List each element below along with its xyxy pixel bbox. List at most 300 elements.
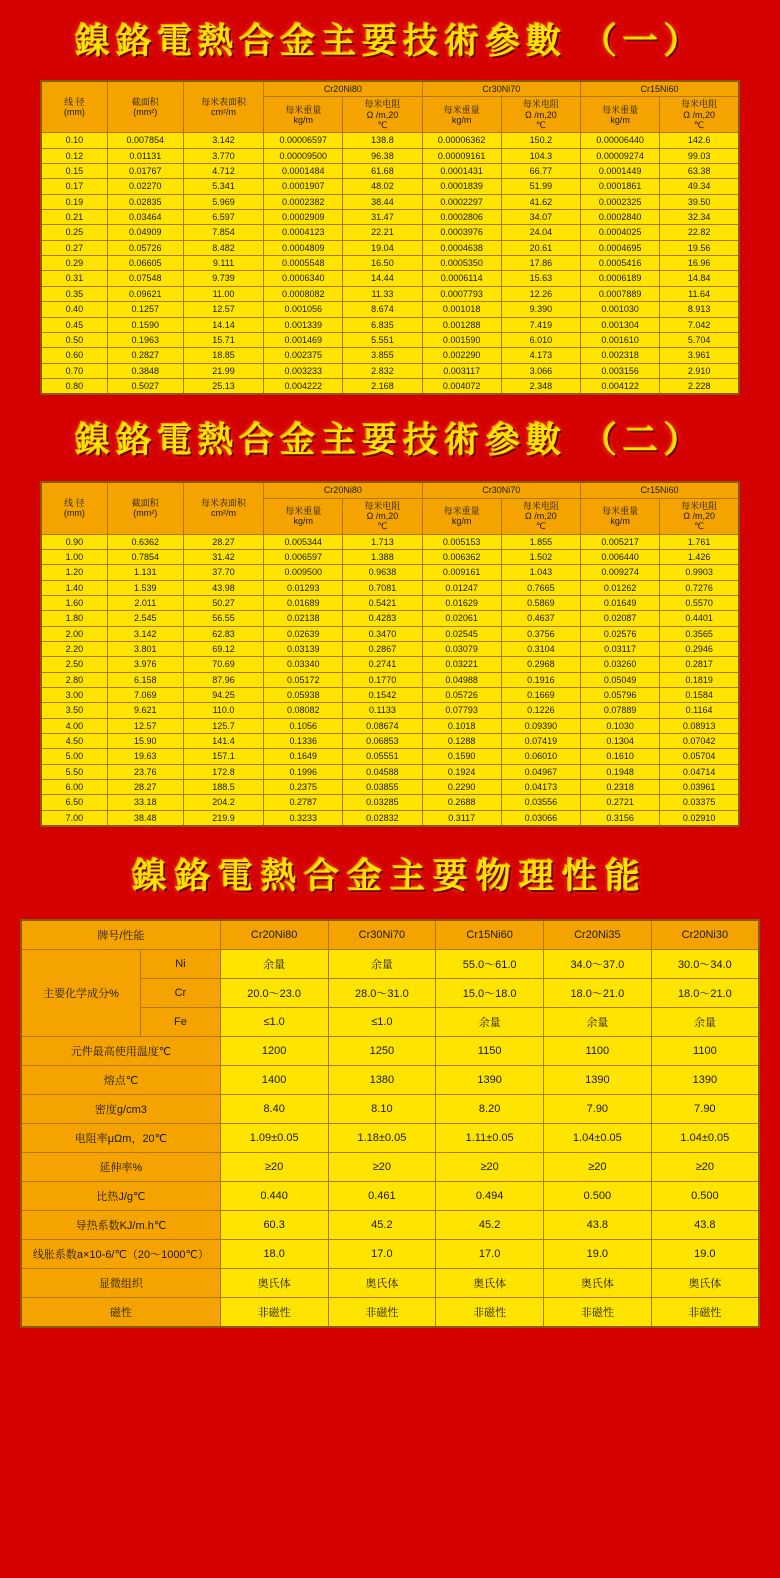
header-group-cr15ni60: Cr15Ni60 [580, 81, 739, 97]
cell-value: 0.6362 [107, 534, 183, 549]
cell-value: 1.426 [660, 549, 739, 564]
cell-diameter: 0.45 [41, 317, 107, 332]
table-row [41, 611, 739, 626]
cell-value: 0.001288 [422, 317, 501, 332]
cell-value: 0.07042 [660, 734, 739, 749]
cell-value: ≥20 [436, 1153, 544, 1182]
cell-value: 0.03340 [264, 657, 343, 672]
subheader-weight-1: 每米重量 kg/m [264, 498, 343, 534]
cell-value: 0.1610 [580, 749, 659, 764]
table-row [21, 1182, 759, 1211]
cell-value: 0.003233 [264, 363, 343, 378]
cell-value: 0.01247 [422, 580, 501, 595]
table-2-header [41, 482, 739, 534]
table-row [41, 179, 739, 194]
cell-value: 1.761 [660, 534, 739, 549]
cell-value: 9.739 [183, 271, 263, 286]
cell-value: 0.001030 [580, 302, 659, 317]
cell-value: 非磁性 [651, 1298, 759, 1328]
cell-value: 14.84 [660, 271, 739, 286]
cell-value: 0.00009161 [422, 148, 501, 163]
cell-value: 32.34 [660, 210, 739, 225]
cell-value: 1250 [328, 1037, 436, 1066]
cell-diameter: 1.20 [41, 565, 107, 580]
header-area: 截面积 (mm²) [107, 81, 183, 133]
cell-value: 余量 [651, 1008, 759, 1037]
cell-value: 0.2721 [580, 795, 659, 810]
cell-value: 0.02910 [660, 810, 739, 826]
cell-value: 43.8 [651, 1211, 759, 1240]
cell-value: 14.44 [343, 271, 422, 286]
cell-diameter: 2.20 [41, 642, 107, 657]
cell-diameter: 0.29 [41, 256, 107, 271]
cell-value: 0.3470 [343, 626, 422, 641]
table-row [41, 688, 739, 703]
cell-value: 余量 [543, 1008, 651, 1037]
cell-value: 0.0004695 [580, 240, 659, 255]
cell-value: 0.0007793 [422, 286, 501, 301]
cell-diameter: 0.19 [41, 194, 107, 209]
cell-value: 12.57 [183, 302, 263, 317]
cell-value: 0.0001484 [264, 164, 343, 179]
cell-value: 0.07793 [422, 703, 501, 718]
cell-value: 142.6 [660, 133, 739, 148]
cell-diameter: 6.00 [41, 780, 107, 795]
cell-value: 70.69 [183, 657, 263, 672]
header-group-cr15ni60: Cr15Ni60 [580, 482, 739, 498]
physical-properties-table [20, 919, 760, 1328]
cell-value: 0.2817 [660, 657, 739, 672]
cell-value: 16.96 [660, 256, 739, 271]
cell-value: 219.9 [183, 810, 263, 826]
cell-value: 0.004222 [264, 378, 343, 394]
cell-value: 0.9638 [343, 565, 422, 580]
cell-value: 0.3756 [501, 626, 580, 641]
cell-value: 1.09±0.05 [220, 1124, 328, 1153]
cell-value: 2.011 [107, 595, 183, 610]
cell-value: 0.5027 [107, 378, 183, 394]
cell-value: 0.01649 [580, 595, 659, 610]
cell-value: 49.34 [660, 179, 739, 194]
row-label-element: Fe [141, 1008, 221, 1037]
cell-value: 0.05796 [580, 688, 659, 703]
cell-value: 0.1916 [501, 672, 580, 687]
cell-value: 34.07 [501, 210, 580, 225]
table-row [41, 348, 739, 363]
cell-value: 20.61 [501, 240, 580, 255]
cell-value: 2.348 [501, 378, 580, 394]
cell-value: 奥氏体 [651, 1269, 759, 1298]
table-row [41, 549, 739, 564]
cell-value: 0.02835 [107, 194, 183, 209]
cell-diameter: 5.50 [41, 764, 107, 779]
cell-diameter: 2.50 [41, 657, 107, 672]
cell-value: 157.1 [183, 749, 263, 764]
cell-value: 非磁性 [220, 1298, 328, 1328]
cell-value: 0.1584 [660, 688, 739, 703]
cell-value: 0.0001907 [264, 179, 343, 194]
cell-value: 0.3117 [422, 810, 501, 826]
cell-value: 0.1288 [422, 734, 501, 749]
cell-diameter: 3.00 [41, 688, 107, 703]
cell-value: 0.001610 [580, 332, 659, 347]
cell-diameter: 0.70 [41, 363, 107, 378]
cell-value: 0.01629 [422, 595, 501, 610]
cell-diameter: 0.25 [41, 225, 107, 240]
cell-value: 21.99 [183, 363, 263, 378]
header-grade-property: 牌号/性能 [21, 920, 220, 950]
cell-value: 1.539 [107, 580, 183, 595]
cell-value: 41.62 [501, 194, 580, 209]
cell-value: 0.1996 [264, 764, 343, 779]
cell-value: 7.042 [660, 317, 739, 332]
table-row [21, 1095, 759, 1124]
cell-value: 3.801 [107, 642, 183, 657]
cell-value: 1400 [220, 1066, 328, 1095]
table-row [41, 378, 739, 394]
cell-value: ≥20 [220, 1153, 328, 1182]
cell-value: 0.2867 [343, 642, 422, 657]
cell-value: 非磁性 [543, 1298, 651, 1328]
cell-value: 3.855 [343, 348, 422, 363]
table-row [41, 565, 739, 580]
row-label-property: 线胀系数a×10-6/℃（20～1000℃） [21, 1240, 220, 1269]
cell-value: 0.03221 [422, 657, 501, 672]
table-row [41, 764, 739, 779]
row-label-property: 电阻率μΩm，20℃ [21, 1124, 220, 1153]
table-row [41, 657, 739, 672]
header-group-cr20ni80: Cr20Ni80 [264, 81, 422, 97]
cell-value: 0.0001861 [580, 179, 659, 194]
cell-value: 0.004122 [580, 378, 659, 394]
table-row [21, 1240, 759, 1269]
cell-value: 6.597 [183, 210, 263, 225]
table-row [21, 950, 759, 979]
cell-value: 0.3233 [264, 810, 343, 826]
cell-value: 1.04±0.05 [651, 1124, 759, 1153]
cell-diameter: 1.80 [41, 611, 107, 626]
cell-value: 1390 [651, 1066, 759, 1095]
cell-value: 0.002375 [264, 348, 343, 363]
table-row [21, 1066, 759, 1095]
subheader-resistance-2: 每米电阻 Ω /m,20 ℃ [501, 97, 580, 133]
cell-value: 0.440 [220, 1182, 328, 1211]
cell-value: 0.04967 [501, 764, 580, 779]
cell-value: 15.90 [107, 734, 183, 749]
table-row [41, 642, 739, 657]
cell-value: 0.0006189 [580, 271, 659, 286]
header-diameter: 线 径 (mm) [41, 482, 107, 534]
table-3-header-row [21, 920, 759, 950]
cell-value: 0.1669 [501, 688, 580, 703]
cell-value: 0.006362 [422, 549, 501, 564]
cell-value: 0.07419 [501, 734, 580, 749]
cell-value: 172.8 [183, 764, 263, 779]
cell-value: 0.1770 [343, 672, 422, 687]
cell-value: 3.961 [660, 348, 739, 363]
cell-value: 0.1030 [580, 718, 659, 733]
cell-value: 31.47 [343, 210, 422, 225]
cell-value: 0.03285 [343, 795, 422, 810]
cell-value: 0.009274 [580, 565, 659, 580]
cell-value: 0.02061 [422, 611, 501, 626]
table-row [41, 734, 739, 749]
cell-value: 0.01262 [580, 580, 659, 595]
subheader-resistance-2: 每米电阻 Ω /m,20 ℃ [501, 498, 580, 534]
cell-value: 96.38 [343, 148, 422, 163]
cell-value: 12.57 [107, 718, 183, 733]
cell-value: 0.04909 [107, 225, 183, 240]
cell-value: 48.02 [343, 179, 422, 194]
cell-value: 150.2 [501, 133, 580, 148]
cell-value: 11.64 [660, 286, 739, 301]
cell-value: 余量 [220, 950, 328, 979]
cell-value: 17.0 [436, 1240, 544, 1269]
cell-value: 1.04±0.05 [543, 1124, 651, 1153]
row-label-property: 显微组织 [21, 1269, 220, 1298]
table-row [41, 626, 739, 641]
cell-value: 0.2375 [264, 780, 343, 795]
cell-value: 0.01131 [107, 148, 183, 163]
cell-value: 43.98 [183, 580, 263, 595]
cell-value: 14.14 [183, 317, 263, 332]
cell-value: 0.002290 [422, 348, 501, 363]
cell-diameter: 0.10 [41, 133, 107, 148]
wire-parameters-table-1 [40, 80, 740, 395]
cell-value: 0.0004809 [264, 240, 343, 255]
cell-value: 0.03375 [660, 795, 739, 810]
cell-value: 55.0～61.0 [436, 950, 544, 979]
cell-value: 19.0 [543, 1240, 651, 1269]
cell-value: 43.8 [543, 1211, 651, 1240]
cell-value: 56.55 [183, 611, 263, 626]
cell-value: 17.0 [328, 1240, 436, 1269]
row-label-property: 磁性 [21, 1298, 220, 1328]
cell-value: 0.0005548 [264, 256, 343, 271]
table-row [41, 672, 739, 687]
table-3-body [21, 950, 759, 1328]
cell-value: 0.0006340 [264, 271, 343, 286]
cell-value: 0.0002382 [264, 194, 343, 209]
cell-value: 0.08082 [264, 703, 343, 718]
table-row [41, 363, 739, 378]
cell-value: 18.85 [183, 348, 263, 363]
cell-value: 0.461 [328, 1182, 436, 1211]
cell-value: ≤1.0 [220, 1008, 328, 1037]
cell-value: 19.63 [107, 749, 183, 764]
subheader-resistance-1: 每米电阻 Ω /m,20 ℃ [343, 97, 422, 133]
header-grade: Cr20Ni80 [220, 920, 328, 950]
table-row [21, 1124, 759, 1153]
row-label-property: 密度g/cm3 [21, 1095, 220, 1124]
cell-value: 38.48 [107, 810, 183, 826]
cell-diameter: 2.80 [41, 672, 107, 687]
cell-diameter: 0.12 [41, 148, 107, 163]
cell-value: 2.168 [343, 378, 422, 394]
cell-value: 34.0～37.0 [543, 950, 651, 979]
cell-value: 0.1590 [107, 317, 183, 332]
cell-value: 0.09621 [107, 286, 183, 301]
table-2-body [41, 534, 739, 826]
cell-value: 0.0008082 [264, 286, 343, 301]
cell-value: 3.142 [107, 626, 183, 641]
table-row [41, 225, 739, 240]
cell-diameter: 1.60 [41, 595, 107, 610]
cell-value: 8.10 [328, 1095, 436, 1124]
cell-value: 188.5 [183, 780, 263, 795]
cell-value: 15.71 [183, 332, 263, 347]
table-row [41, 780, 739, 795]
cell-value: 0.1924 [422, 764, 501, 779]
cell-value: 0.1590 [422, 749, 501, 764]
cell-value: 0.005344 [264, 534, 343, 549]
table-3-header [21, 920, 759, 950]
cell-value: 0.001469 [264, 332, 343, 347]
cell-value: 余量 [436, 1008, 544, 1037]
table-row [41, 795, 739, 810]
cell-value: 0.00009274 [580, 148, 659, 163]
cell-value: 0.2318 [580, 780, 659, 795]
section-1-title: 鎳鉻電熱合金主要技術參數 （一） [75, 22, 705, 61]
cell-value: 7.90 [543, 1095, 651, 1124]
cell-value: 2.545 [107, 611, 183, 626]
cell-diameter: 0.21 [41, 210, 107, 225]
table-row [21, 1211, 759, 1240]
table-row [41, 718, 739, 733]
cell-value: 7.069 [107, 688, 183, 703]
cell-value: 0.00006597 [264, 133, 343, 148]
cell-value: 0.9903 [660, 565, 739, 580]
cell-value: 28.0～31.0 [328, 979, 436, 1008]
cell-value: 33.18 [107, 795, 183, 810]
cell-value: 0.494 [436, 1182, 544, 1211]
cell-value: 1.713 [343, 534, 422, 549]
cell-value: 奥氏体 [543, 1269, 651, 1298]
cell-value: 38.44 [343, 194, 422, 209]
cell-value: 1.855 [501, 534, 580, 549]
cell-value: 6.158 [107, 672, 183, 687]
cell-value: 0.0002325 [580, 194, 659, 209]
header-surface: 每米表面积 cm²/m [183, 81, 263, 133]
cell-value: 19.0 [651, 1240, 759, 1269]
cell-value: 3.142 [183, 133, 263, 148]
cell-value: ≥20 [543, 1153, 651, 1182]
cell-value: 0.3104 [501, 642, 580, 657]
row-label-property: 熔点℃ [21, 1066, 220, 1095]
cell-value: 0.005217 [580, 534, 659, 549]
cell-value: 0.08913 [660, 718, 739, 733]
cell-value: 3.976 [107, 657, 183, 672]
cell-diameter: 1.00 [41, 549, 107, 564]
cell-value: 3.066 [501, 363, 580, 378]
cell-value: 0.0007889 [580, 286, 659, 301]
cell-value: 22.21 [343, 225, 422, 240]
cell-value: 9.621 [107, 703, 183, 718]
cell-value: 4.712 [183, 164, 263, 179]
cell-value: 7.419 [501, 317, 580, 332]
table-row [41, 749, 739, 764]
cell-value: 110.0 [183, 703, 263, 718]
header-grade: Cr30Ni70 [328, 920, 436, 950]
cell-value: 0.1649 [264, 749, 343, 764]
cell-value: 24.04 [501, 225, 580, 240]
cell-value: 0.0002806 [422, 210, 501, 225]
cell-value: 0.1304 [580, 734, 659, 749]
cell-value: 5.551 [343, 332, 422, 347]
table-row [41, 580, 739, 595]
cell-value: 0.03139 [264, 642, 343, 657]
cell-value: 0.05172 [264, 672, 343, 687]
cell-value: 0.1257 [107, 302, 183, 317]
cell-value: 141.4 [183, 734, 263, 749]
cell-value: 1.043 [501, 565, 580, 580]
cell-value: 7.90 [651, 1095, 759, 1124]
cell-value: 2.228 [660, 378, 739, 394]
cell-value: 0.02138 [264, 611, 343, 626]
cell-value: 0.002318 [580, 348, 659, 363]
cell-value: 31.42 [183, 549, 263, 564]
cell-value: 0.05704 [660, 749, 739, 764]
cell-diameter: 0.35 [41, 286, 107, 301]
cell-value: 0.03855 [343, 780, 422, 795]
cell-value: 0.02832 [343, 810, 422, 826]
table-row [41, 271, 739, 286]
cell-value: 0.0002909 [264, 210, 343, 225]
cell-value: 5.341 [183, 179, 263, 194]
cell-value: 0.06605 [107, 256, 183, 271]
cell-value: 0.2787 [264, 795, 343, 810]
cell-value: 0.1948 [580, 764, 659, 779]
row-label-property: 比热J/g℃ [21, 1182, 220, 1211]
cell-value: 6.010 [501, 332, 580, 347]
cell-value: 0.7665 [501, 580, 580, 595]
cell-value: 0.006440 [580, 549, 659, 564]
cell-value: 23.76 [107, 764, 183, 779]
table-row [41, 240, 739, 255]
cell-value: 0.2827 [107, 348, 183, 363]
cell-value: 0.07548 [107, 271, 183, 286]
cell-value: 18.0 [220, 1240, 328, 1269]
cell-diameter: 1.40 [41, 580, 107, 595]
header-group-cr20ni80: Cr20Ni80 [264, 482, 422, 498]
cell-value: 15.63 [501, 271, 580, 286]
cell-value: 0.3848 [107, 363, 183, 378]
cell-value: 0.06853 [343, 734, 422, 749]
table-row [21, 1298, 759, 1328]
cell-value: 9.111 [183, 256, 263, 271]
cell-value: 0.001056 [264, 302, 343, 317]
table-row [41, 534, 739, 549]
row-label-element: Cr [141, 979, 221, 1008]
cell-value: 0.0005350 [422, 256, 501, 271]
cell-value: 8.482 [183, 240, 263, 255]
cell-value: 0.006597 [264, 549, 343, 564]
cell-diameter: 0.40 [41, 302, 107, 317]
header-group-cr30ni70: Cr30Ni70 [422, 482, 580, 498]
header-group-cr30ni70: Cr30Ni70 [422, 81, 580, 97]
cell-value: 0.5421 [343, 595, 422, 610]
cell-value: 0.001304 [580, 317, 659, 332]
cell-value: 0.1164 [660, 703, 739, 718]
cell-value: 1100 [651, 1037, 759, 1066]
table-row [41, 210, 739, 225]
cell-value: 0.2290 [422, 780, 501, 795]
cell-value: 0.4401 [660, 611, 739, 626]
cell-diameter: 0.27 [41, 240, 107, 255]
cell-value: 0.1336 [264, 734, 343, 749]
cell-value: 62.83 [183, 626, 263, 641]
table-row [41, 810, 739, 826]
